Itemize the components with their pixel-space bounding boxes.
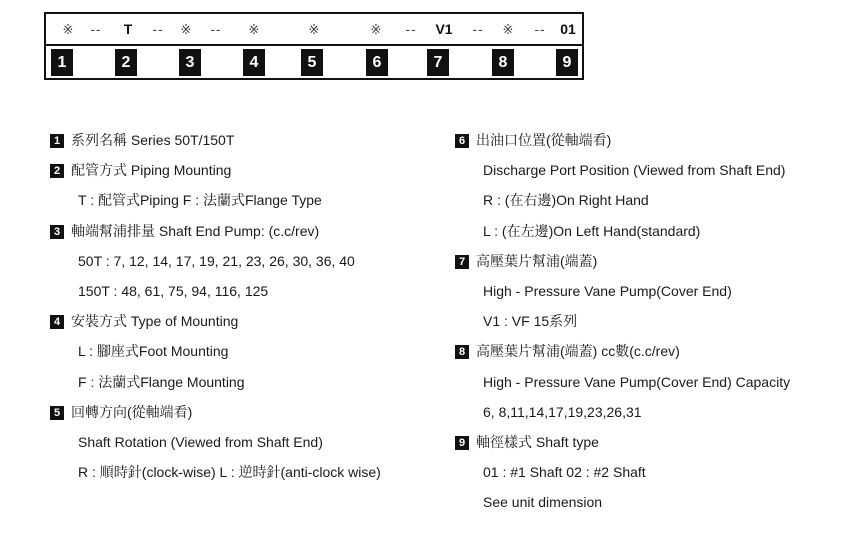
section-detail: 150T : 48, 61, 75, 94, 116, 125	[78, 282, 269, 299]
position-number-5: 5	[301, 49, 323, 76]
code-symbol: ※	[62, 22, 74, 37]
section-heading	[455, 131, 790, 161]
code-symbol: ※	[308, 22, 320, 37]
section-heading	[50, 403, 381, 433]
model-code-box	[44, 12, 584, 80]
section-detail: L : 腳座式Foot Mounting	[78, 343, 229, 360]
position-number-1: 1	[51, 49, 73, 76]
position-number-row	[46, 44, 582, 80]
position-number-2: 2	[115, 49, 137, 76]
code-dash: --	[472, 21, 484, 37]
section-detail: V1 : VF 15系列	[483, 313, 578, 330]
section-heading	[50, 312, 381, 342]
code-symbol: ※	[370, 22, 382, 37]
position-number-3: 3	[179, 49, 201, 76]
code-symbol: ※	[180, 22, 192, 37]
code-dash: --	[405, 21, 417, 37]
section-number-badge: 4	[50, 315, 64, 329]
section-heading	[50, 161, 381, 191]
section-detail: T : 配管式Piping F : 法蘭式Flange Type	[78, 192, 322, 209]
section-detail: High - Pressure Vane Pump(Cover End)	[483, 282, 732, 299]
section-detail: 6, 8,11,14,17,19,23,26,31	[483, 403, 642, 420]
section-heading	[455, 433, 790, 463]
code-value: V1	[435, 21, 453, 37]
code-dash: --	[210, 21, 222, 37]
section-number-badge: 6	[455, 134, 469, 148]
section-detail: F : 法蘭式Flange Mounting	[78, 373, 245, 390]
position-number-8: 8	[492, 49, 514, 76]
section-number-badge: 2	[50, 164, 64, 178]
position-number-9: 9	[556, 49, 578, 76]
code-dash: --	[90, 21, 102, 37]
section-number-badge: 1	[50, 134, 64, 148]
code-value: T	[123, 21, 133, 37]
section-title: 軸徑樣式 Shaft type	[476, 433, 599, 450]
section-detail: 50T : 7, 12, 14, 17, 19, 21, 23, 26, 30, 36, 40	[78, 252, 355, 269]
section-title: 高壓葉片幫浦(端蓋)	[476, 252, 598, 269]
code-dash: --	[534, 21, 546, 37]
section-detail: See unit dimension	[483, 494, 603, 511]
section-number-badge: 7	[455, 255, 469, 269]
section-number-badge: 8	[455, 345, 469, 359]
section-detail: R : (在右邊)On Right Hand	[483, 192, 649, 209]
section-detail: 01 : #1 Shaft 02 : #2 Shaft	[483, 464, 646, 481]
section-detail: L : (在左邊)On Left Hand(standard)	[483, 222, 701, 239]
position-number-6: 6	[366, 49, 388, 76]
section-number-badge: 3	[50, 225, 64, 239]
code-symbol: ※	[248, 22, 260, 37]
section-heading	[50, 131, 381, 161]
section-heading	[50, 222, 381, 252]
description-column-right	[455, 131, 790, 523]
section-title: 配管方式 Piping Mounting	[71, 162, 232, 179]
position-number-4: 4	[243, 49, 265, 76]
section-heading	[455, 252, 790, 282]
section-title: 安裝方式 Type of Mounting	[71, 313, 239, 330]
section-title: 軸端幫浦排量 Shaft End Pump: (c.c/rev)	[71, 222, 320, 239]
position-number-7: 7	[427, 49, 449, 76]
section-detail: Shaft Rotation (Viewed from Shaft End)	[78, 433, 323, 450]
model-code-row	[46, 14, 582, 46]
section-number-badge: 5	[50, 406, 64, 420]
section-detail: R : 順時針(clock-wise) L : 逆時針(anti-clock wise)	[78, 464, 381, 481]
section-number-badge: 9	[455, 436, 469, 450]
section-title: 系列名稱 Series 50T/150T	[71, 132, 235, 148]
section-heading	[455, 342, 790, 372]
code-symbol: ※	[502, 22, 514, 37]
section-title: 出油口位置(從軸端看)	[476, 132, 612, 148]
code-dash: --	[152, 21, 164, 37]
description-column-left	[50, 131, 381, 493]
section-detail: Discharge Port Position (Viewed from Shaft End)	[483, 162, 786, 179]
section-title: 高壓葉片幫浦(端蓋) cc數(c.c/rev)	[476, 343, 680, 360]
section-detail: High - Pressure Vane Pump(Cover End) Capacity	[483, 373, 791, 390]
code-value: 01	[560, 21, 576, 37]
section-title: 回轉方向(從軸端看)	[71, 403, 193, 420]
